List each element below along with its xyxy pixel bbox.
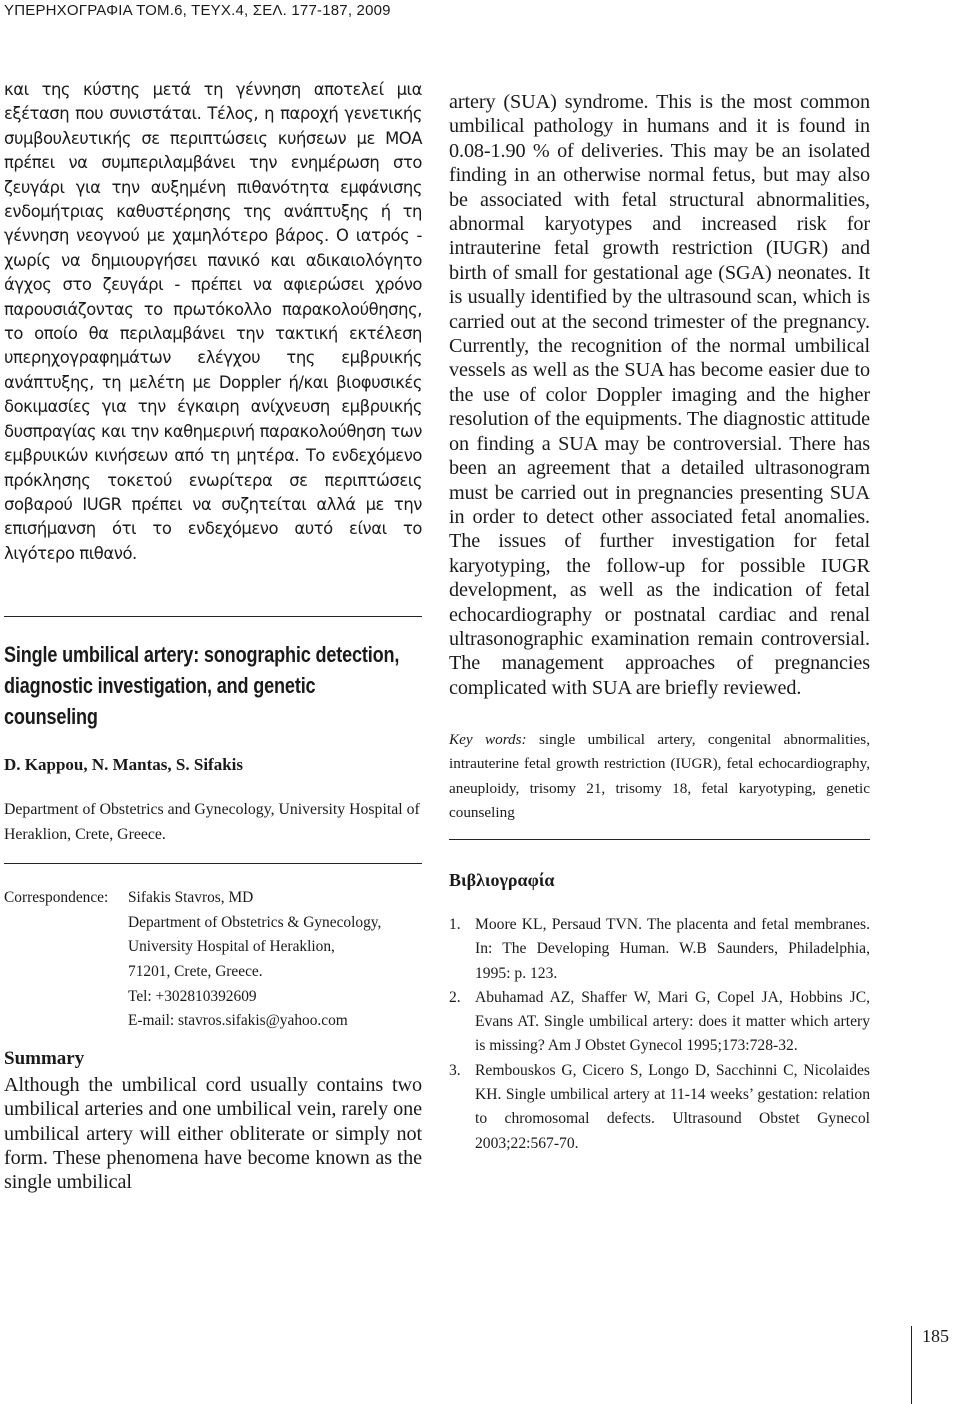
keywords-text: single umbilical artery, congenital abnormalities, intrauterine fetal growth restriction (IUGR), fetal echocardiography, aneuploidy, trisomy 21, trisomy 18, fetal karyotyping, genetic counseling [449, 731, 871, 821]
greek-body-text: και της κύστης μετά τη γέννηση αποτελεί μια εξέταση που συνιστάται. Τέλος, η παροχή γενετικής συμβουλευτικής σε περιπτώσεις κυήσεων με ΜΟΑ πρέπει να συμπεριλαμβάνει την ενημέρωση στο ζευγάρι για την αυξημένη πιθανότητα εμφάνισης ενδομήτριας καθυστέρησης της ανάπτυξης ή τη γέννηση νεογνού με χαμηλότερο βάρος. Ο ιατρός - χωρίς να δημιουργήσει πανικό και αδικαιολόγητο άγχος στο ζευγάρι - πρέπει να αφιερώσει χρόνο παρουσιάζοντας το πρωτόκολλο παρακολούθησης, το οποίο θα περιλαμβάνει την τακτική εκτέλεση υπερηχογραφημάτων ελέγχου της εμβρυικής ανάπτυξης, τη μελέτη με Doppler ή/και βιοφυσικές δοκιμασίες για την έγκαιρη ανίχνευση εμβρυικής δυσπραγίας και την καθημερινή παρακολούθηση των εμβρυικών κινήσεων από τη μητέρα. Το ενδεχόμενο πρόκλησης τοκετού ενωρίτερα σε περιπτώσεις σοβαρού IUGR πρέπει να συζητείται αλλά με την επισήμανση ότι το ενδεχόμενο αυτό είναι το λιγότερο πιθανό. [4, 80, 422, 563]
correspondence-line: 71201, Crete, Greece. [128, 962, 263, 980]
correspondence-line: Department of Obstetrics & Gynecology, [128, 913, 382, 931]
reference-text: Abuhamad AZ, Shaffer W, Mari G, Copel JA, Hobbins JC, Evans AT. Single umbilical artery: does it matter which artery is missing? Am J Obstet Gynecol 1995;173:728-32. [475, 988, 870, 1055]
article-authors: D. Kappou, N. Mantas, S. Sifakis [4, 755, 244, 775]
keywords-block [449, 728, 870, 825]
keywords-label: Key words: [449, 731, 527, 749]
correspondence-email: E-mail: stavros.sifakis@yahoo.com [128, 1012, 348, 1030]
reference-number: 1. [449, 915, 461, 933]
reference-item [449, 1059, 870, 1156]
correspondence-label: Correspondence: [4, 889, 109, 907]
section-divider [4, 616, 422, 617]
reference-item [449, 986, 870, 1059]
author-affiliation: Department of Obstetrics and Gynecology, University Hospital of Heraklion, Crete, Greece. [4, 801, 420, 844]
correspondence-details [128, 886, 422, 1034]
reference-item [449, 913, 870, 986]
reference-number: 2. [449, 988, 461, 1006]
correspondence-line: Sifakis Stavros, MD [128, 889, 254, 907]
summary-text-part2: artery (SUA) syndrome. This is the most common umbilical pathology in humans and it is found in 0.08-1.90 % of deliveries. This may be an isolated finding in an otherwise normal fetus, but may also be associated with fetal structural abnormalities, abnormal karyotypes and increased risk for intrauterine fetal growth restriction (IUGR) and birth of small for gestational age (SGA) neonates. It is usually identified by the ultrasound scan, which is carried out at the second trimester of the pregnancy. Currently, the recognition of the normal umbilical vessels as well as the SUA has become easier due to the use of color Doppler imaging and the higher resolution of the equipments. The diagnostic attitude on finding a SUA may be controversial. There has been an agreement that a detailed ultrasonogram must be carried out in pregnancies presenting SUA in order to detect other associated fetal anomalies. The issues of further investigation for fetal karyotyping, the follow-up for possible IUGR development, as well as the indication of fetal echocardiography or postnatal cardiac and renal ultrasonographic examination remain controversial. The management approaches of pregnancies complicated with SUA are briefly reviewed. [449, 91, 870, 699]
references-heading: Βιβλιογραφία [449, 869, 555, 890]
reference-text: Rembouskos G, Cicero S, Longo D, Sacchinni C, Nicolaides KH. Single umbilical artery at 11-14 weeks’ gestation: relation to chromosomal defects. Ultrasound Obstet Gynecol 2003;22:567-70. [475, 1061, 870, 1152]
keywords-divider [449, 839, 870, 840]
summary-heading: Summary [4, 1047, 85, 1069]
running-head: ΥΠΕΡΗΧΟΓΡΑΦΙΑ ΤΟΜ.6, ΤΕΥΧ.4, ΣΕΛ. 177-187, 2009 [4, 2, 391, 19]
page-number-rule [911, 1326, 912, 1404]
reference-text: Moore KL, Persaud TVN. The placenta and fetal membranes. In: The Developing Human. W.B Saunders, Philadelphia, 1995: p. 123. [475, 915, 870, 982]
reference-number: 3. [449, 1061, 461, 1079]
correspondence-line: University Hospital of Heraklion, [128, 938, 335, 956]
correspondence-line: Tel: +302810392609 [128, 987, 257, 1005]
summary-text-part1: Although the umbilical cord usually contains two umbilical arteries and one umbilical vein, rarely one umbilical artery will either obliterate or simply not form. These phenomena have become known as the single umbilical [4, 1073, 422, 1194]
affiliation-divider [4, 863, 422, 864]
correspondence-block [4, 886, 422, 1034]
left-column [4, 78, 422, 1195]
right-column [449, 90, 870, 1156]
page-number: 185 [922, 1326, 949, 1346]
article-title: Single umbilical artery: sonographic detection, diagnostic investigation, and genetic counseling [4, 642, 400, 730]
references-list [449, 913, 870, 1156]
